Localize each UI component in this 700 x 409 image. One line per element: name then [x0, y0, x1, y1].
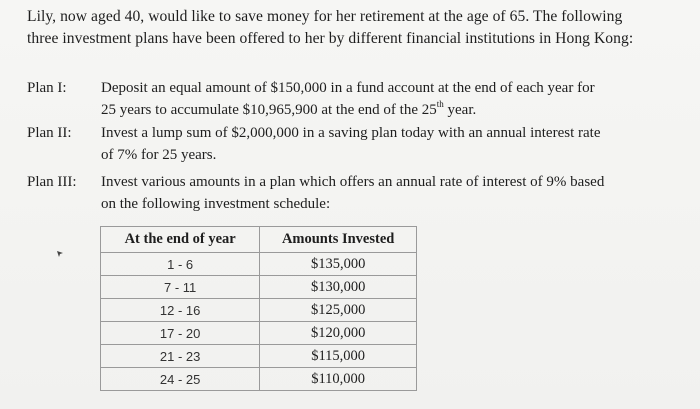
amount-cell: $135,000	[260, 253, 417, 276]
plan-1-line	[101, 99, 661, 121]
amount-cell: $110,000	[260, 368, 417, 391]
column-header-year: At the end of year	[101, 227, 260, 253]
plan-1-description	[101, 77, 661, 121]
plan-1-text: 25 years to accumulate $10,965,900 at the end of the 25	[101, 102, 437, 118]
plan-1-label: Plan I:	[27, 80, 67, 96]
mouse-cursor-icon	[56, 250, 64, 258]
plan-1-text: year.	[443, 102, 477, 118]
table-row	[101, 322, 417, 345]
intro-line: three investment plans have been offered to her by different financial institutions in Hong Kong:	[27, 30, 634, 47]
amount-cell: $125,000	[260, 299, 417, 322]
table-row	[101, 345, 417, 368]
table-header-row	[101, 227, 417, 253]
year-range-cell: 1 - 6	[101, 253, 260, 276]
year-range-cell: 17 - 20	[101, 322, 260, 345]
plan-3-description	[101, 171, 661, 215]
year-range-cell: 7 - 11	[101, 276, 260, 299]
amount-cell: $115,000	[260, 345, 417, 368]
plan-2-line: of 7% for 25 years.	[101, 147, 217, 163]
plan-2-label: Plan II:	[27, 125, 72, 141]
investment-schedule-table	[100, 226, 417, 391]
plan-3-line: on the following investment schedule:	[101, 196, 331, 212]
intro-paragraph	[27, 6, 687, 50]
plan-2-line: Invest a lump sum of $2,000,000 in a saving plan today with an annual interest rate	[101, 125, 601, 141]
plan-1-line: Deposit an equal amount of $150,000 in a fund account at the end of each year for	[101, 80, 595, 96]
amount-cell: $130,000	[260, 276, 417, 299]
plan-3-line: Invest various amounts in a plan which offers an annual rate of interest of 9% based	[101, 174, 605, 190]
year-range-cell: 21 - 23	[101, 345, 260, 368]
table-row	[101, 368, 417, 391]
year-range-cell: 12 - 16	[101, 299, 260, 322]
table-row	[101, 276, 417, 299]
amount-cell: $120,000	[260, 322, 417, 345]
table-row	[101, 299, 417, 322]
table-row	[101, 253, 417, 276]
year-range-cell: 24 - 25	[101, 368, 260, 391]
ordinal-suffix: th	[436, 99, 444, 109]
intro-line: Lily, now aged 40, would like to save money for her retirement at the age of 65. The following	[27, 8, 623, 25]
column-header-amount: Amounts Invested	[260, 227, 417, 253]
plan-3-label: Plan III:	[27, 174, 77, 190]
plan-2-description	[101, 122, 661, 166]
